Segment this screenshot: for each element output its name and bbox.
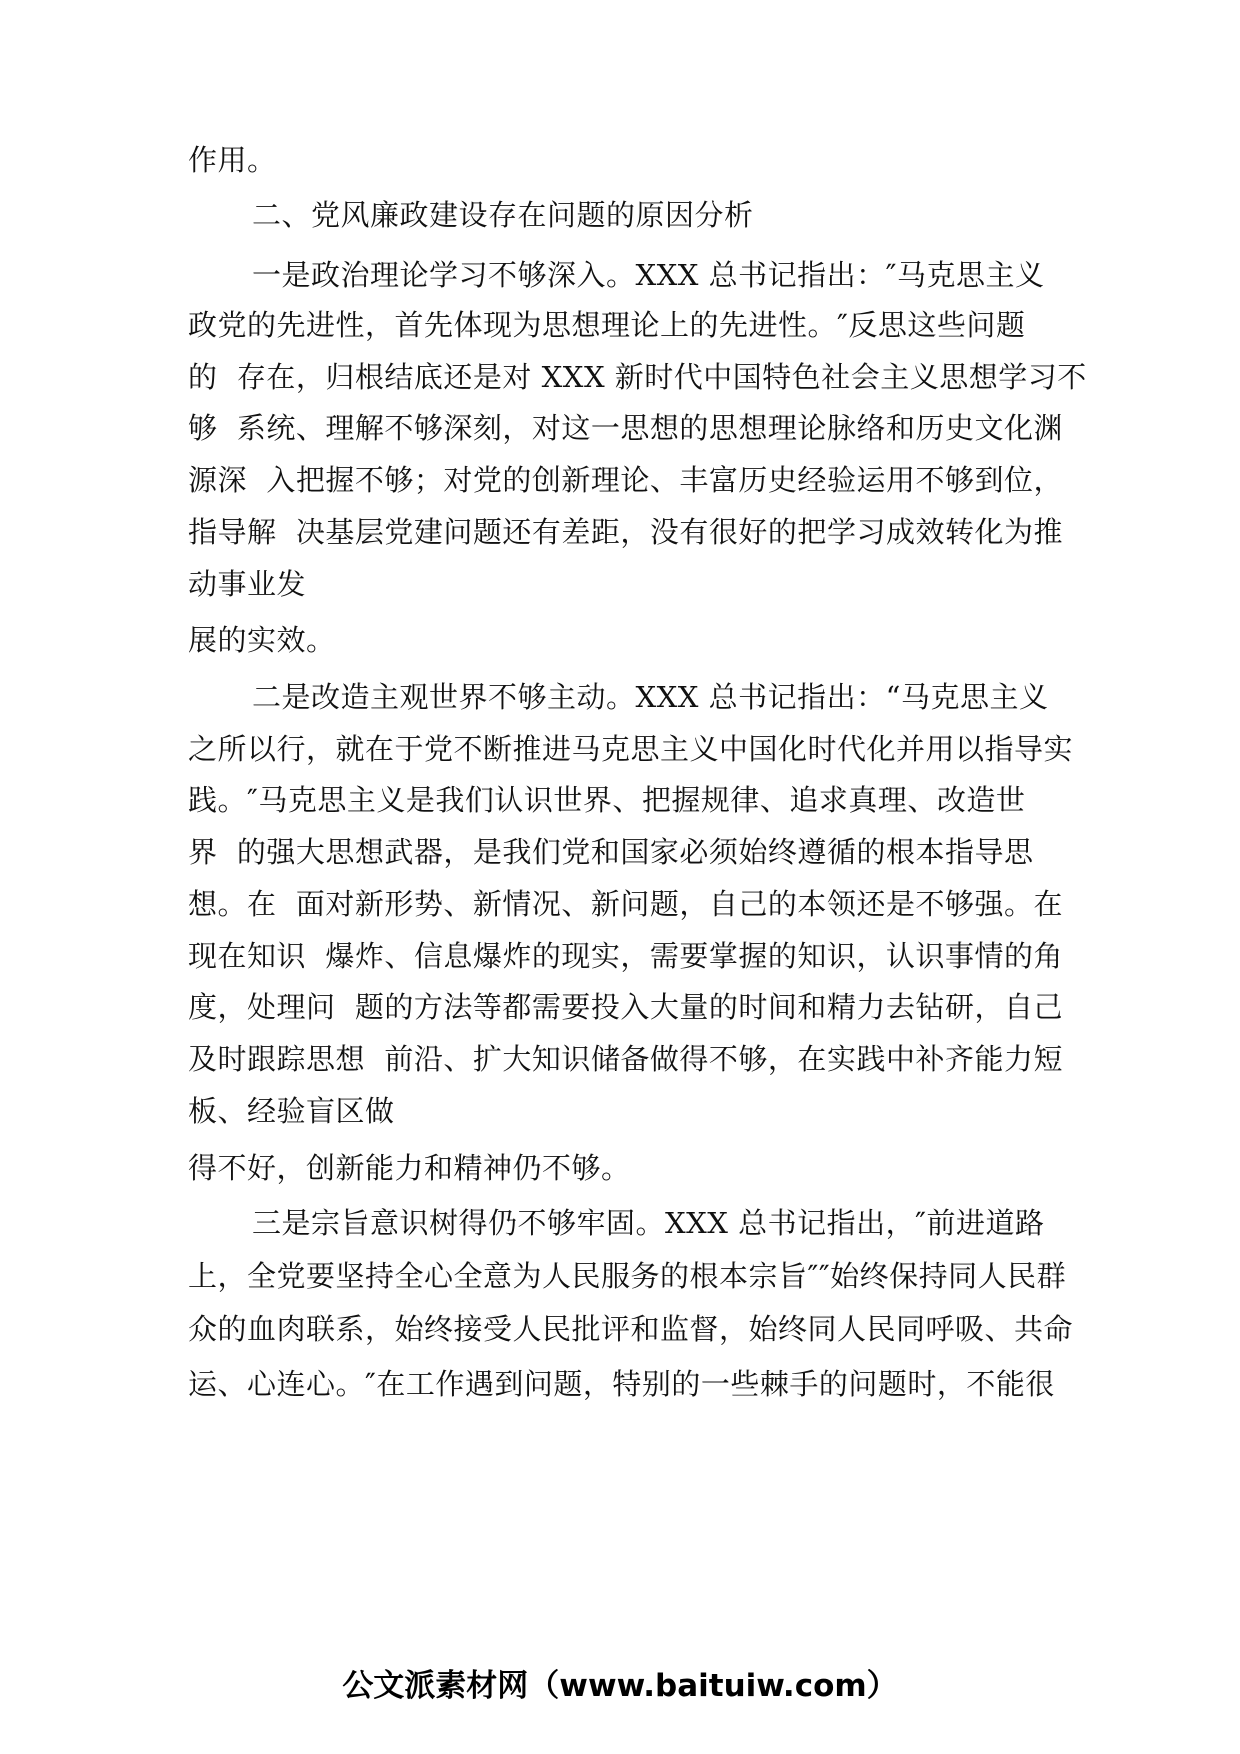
text-line: 上，全党要坚持全心全意为人民服务的根本宗旨″″始终保持同人民群 [188, 1259, 1067, 1293]
text-line: 之所以行，就在于党不断推进马克思主义中国化时代化并用以指导实 [188, 732, 1074, 766]
text-line: 度，处理问 题的方法等都需要投入大量的时间和精力去钻研，自己 [188, 990, 1063, 1024]
watermark-footer: 公文派素材网（www.baituiw.com） [342, 1668, 898, 1704]
text-line: 的 存在，归根结底还是对 XXX 新时代中国特色社会主义思想学习不 [188, 360, 1087, 394]
text-line: 展的实效。 [188, 623, 336, 657]
text-line: 众的血肉联系，始终接受人民批评和监督，始终同人民同呼吸、共命 [188, 1312, 1074, 1346]
text-line: 够 系统、理解不够深刻，对这一思想的思想理论脉络和历史文化渊 [188, 411, 1063, 445]
text-line: 运、心连心。″在工作遇到问题，特别的一些棘手的问题时，不能很 [188, 1367, 1055, 1401]
section-heading: 二、党风廉政建设存在问题的原因分析 [252, 198, 754, 232]
text-line: 想。在 面对新形势、新情况、新问题，自己的本领还是不够强。在 [188, 887, 1063, 921]
text-line: 二是改造主观世界不够主动。XXX 总书记指出：“马克思主义 [252, 680, 1049, 714]
text-line: 及时跟踪思想 前沿、扩大知识储备做得不够，在实践中补齐能力短 [188, 1042, 1063, 1076]
text-line: 动事业发 [188, 567, 307, 601]
text-line: 一是政治理论学习不够深入。XXX 总书记指出：″马克思主义 [252, 258, 1045, 292]
text-line: 政党的先进性，首先体现为思想理论上的先进性。″反思这些问题 [188, 308, 1026, 342]
text-line: 指导解 决基层党建问题还有差距，没有很好的把学习成效转化为推 [188, 515, 1063, 549]
text-line: 界 的强大思想武器，是我们党和国家必须始终遵循的根本指导思 [188, 835, 1034, 869]
text-line: 现在知识 爆炸、信息爆炸的现实，需要掌握的知识，认识事情的角 [188, 939, 1063, 973]
text-line: 得不好，创新能力和精神仍不够。 [188, 1151, 631, 1185]
text-line: 三是宗旨意识树得仍不够牢固。XXX 总书记指出，″前进道路 [252, 1206, 1045, 1240]
text-line: 板、经验盲区做 [188, 1094, 395, 1128]
text-line: 源深 入把握不够；对党的创新理论、丰富历史经验运用不够到位， [188, 463, 1063, 497]
text-line: 作用。 [188, 143, 277, 177]
text-line: 践。″马克思主义是我们认识世界、把握规律、追求真理、改造世 [188, 783, 1026, 817]
